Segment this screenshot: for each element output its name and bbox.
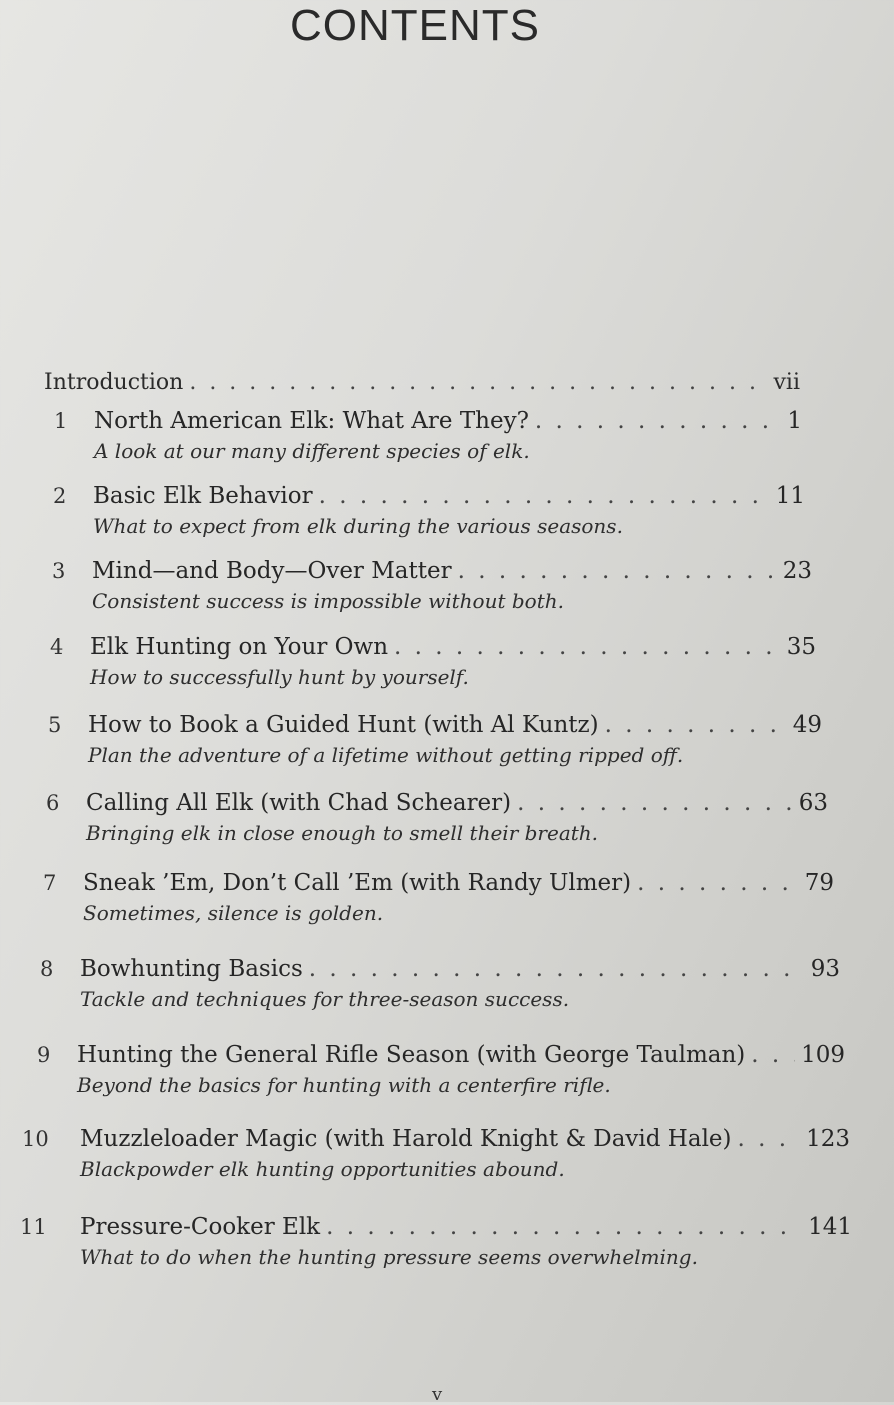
introduction-entry: [44, 368, 800, 398]
chapter-number: 7: [43, 871, 57, 895]
chapter-title: How to Book a Guided Hunt (with Al Kuntz): [88, 712, 599, 738]
chapter-number: 10: [22, 1127, 49, 1151]
dot-leader: [458, 556, 777, 586]
chapter-entry: [22, 1124, 850, 1184]
chapter-description: What to expect from elk during the various seasons.: [93, 514, 623, 538]
chapter-number: 2: [53, 484, 67, 508]
chapter-description: Blackpowder elk hunting opportunities abound.: [80, 1157, 565, 1181]
chapter-page: 1: [787, 408, 802, 434]
dot-leader: [738, 1124, 801, 1154]
dot-leader: [605, 710, 787, 740]
dot-leader: [319, 481, 770, 511]
chapter-number: 11: [20, 1215, 47, 1239]
dot-leader: [535, 406, 781, 436]
chapter-title: Pressure-Cooker Elk: [80, 1214, 321, 1240]
chapter-page: 35: [786, 634, 816, 660]
chapter-description: Plan the adventure of a lifetime without getting ripped off.: [88, 743, 684, 767]
chapter-page: 123: [806, 1126, 850, 1152]
chapter-page: 79: [804, 870, 834, 896]
chapter-entry: [37, 1040, 845, 1100]
chapter-page: 141: [808, 1214, 852, 1240]
chapter-page: 23: [782, 558, 812, 584]
dot-leader: [189, 368, 767, 398]
chapter-description: Beyond the basics for hunting with a centerfire rifle.: [77, 1073, 611, 1097]
chapter-number: 5: [48, 713, 62, 737]
chapter-entry: [46, 788, 828, 848]
dot-leader: [326, 1212, 802, 1242]
chapter-entry: [50, 632, 816, 692]
chapter-entry: [40, 954, 840, 1014]
chapter-entry: [48, 710, 822, 770]
chapter-entry: [52, 556, 812, 616]
chapter-page: 93: [810, 956, 840, 982]
chapter-title: Mind—and Body—Over Matter: [92, 558, 452, 584]
chapter-entry: [43, 868, 834, 928]
chapter-title: Muzzleloader Magic (with Harold Knight & David Hale): [80, 1126, 732, 1152]
chapter-description: Tackle and techniques for three-season success.: [80, 987, 570, 1011]
chapter-number: 6: [46, 791, 60, 815]
page-folio: v: [432, 1384, 443, 1405]
chapter-entry: [53, 481, 805, 541]
chapter-number: 8: [40, 957, 54, 981]
dot-leader: [394, 632, 781, 662]
chapter-title: Elk Hunting on Your Own: [90, 634, 389, 660]
chapter-page: 49: [792, 712, 822, 738]
dot-leader: [309, 954, 805, 984]
chapter-number: 4: [50, 635, 64, 659]
introduction-label: Introduction: [44, 370, 184, 395]
dot-leader: [517, 788, 793, 818]
chapter-title: North American Elk: What Are They?: [94, 408, 529, 434]
chapter-title: Sneak ’Em, Don’t Call ’Em (with Randy Ulmer): [83, 870, 632, 896]
chapter-number: 3: [52, 559, 66, 583]
chapter-title: Calling All Elk (with Chad Schearer): [86, 790, 512, 816]
chapter-description: Bringing elk in close enough to smell their breath.: [86, 821, 599, 845]
chapter-number: 1: [54, 409, 68, 433]
chapter-title: Basic Elk Behavior: [93, 483, 313, 509]
chapter-entry: [54, 406, 802, 466]
chapter-description: Sometimes, silence is golden.: [83, 901, 384, 925]
chapter-page: 11: [775, 483, 805, 509]
chapter-description: What to do when the hunting pressure seems overwhelming.: [80, 1245, 698, 1269]
dot-leader: [637, 868, 799, 898]
chapter-description: How to successfully hunt by yourself.: [90, 665, 469, 689]
chapter-title: Hunting the General Rifle Season (with George Taulman): [77, 1042, 746, 1068]
page-title: CONTENTS: [290, 1, 540, 50]
chapter-page: 109: [801, 1042, 845, 1068]
introduction-page: vii: [773, 370, 800, 395]
chapter-page: 63: [798, 790, 828, 816]
chapter-entry: [20, 1212, 852, 1272]
chapter-description: A look at our many different species of elk.: [94, 439, 530, 463]
chapter-title: Bowhunting Basics: [80, 956, 303, 982]
dot-leader: [751, 1040, 795, 1070]
chapter-number: 9: [37, 1043, 51, 1067]
chapter-description: Consistent success is impossible without both.: [92, 589, 564, 613]
